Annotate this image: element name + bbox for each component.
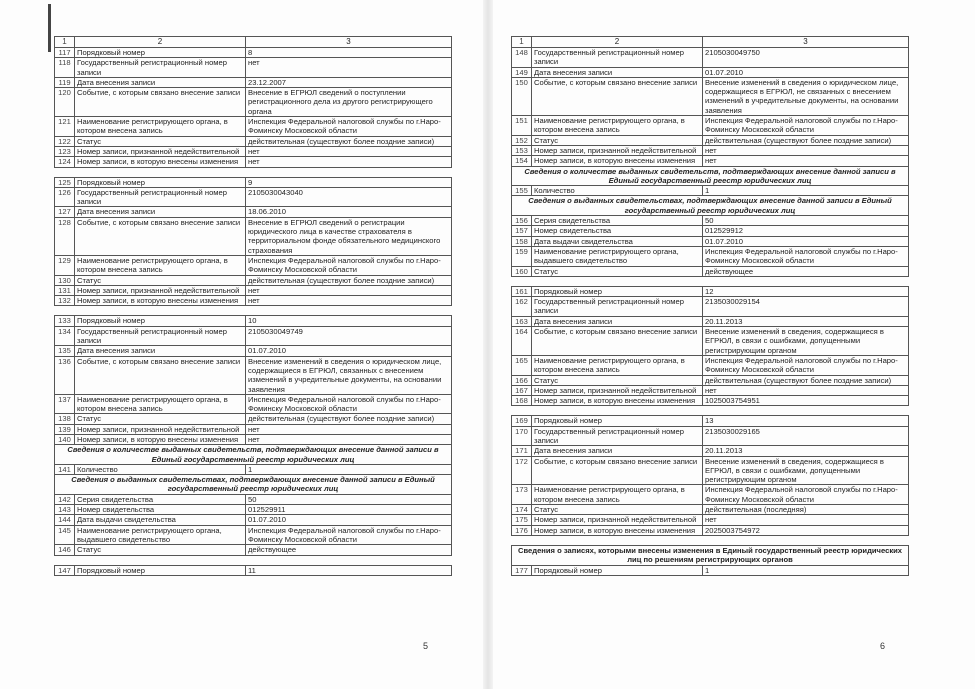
table-row bbox=[512, 297, 909, 317]
row-label: Номер записи, признанной недействительной bbox=[75, 424, 246, 434]
row-number: 128 bbox=[55, 217, 75, 255]
row-number: 172 bbox=[512, 456, 532, 485]
row-number: 167 bbox=[512, 385, 532, 395]
table-row bbox=[55, 117, 452, 137]
row-value: 1 bbox=[703, 565, 909, 575]
row-value: 20.11.2013 bbox=[703, 446, 909, 456]
page-number-right: 6 bbox=[880, 641, 886, 651]
binding-mark bbox=[48, 4, 51, 52]
row-label: Дата выдачи свидетельства bbox=[532, 236, 703, 246]
row-label: Серия свидетельства bbox=[75, 494, 246, 504]
table-row bbox=[512, 446, 909, 456]
row-value: Инспекция Федеральной налоговой службы по г.Наро-Фоминску Московской области bbox=[703, 485, 909, 505]
row-label: Номер записи, в которую внесены изменения bbox=[532, 156, 703, 166]
table-header bbox=[55, 37, 452, 48]
row-value: 01.07.2010 bbox=[703, 67, 909, 77]
row-value: Внесение изменений в сведения, содержащиеся в ЕГРЮЛ, в связи с ошибками, допущенными регистрирующим органом bbox=[703, 456, 909, 485]
row-label: Дата внесения записи bbox=[532, 316, 703, 326]
row-number: 117 bbox=[55, 48, 75, 58]
section-heading-text: Сведения о выданных свидетельствах, подтверждающих внесение данной записи в Единый государственный реестр юридических лиц bbox=[512, 196, 909, 216]
table-row bbox=[512, 226, 909, 236]
row-number: 133 bbox=[55, 316, 75, 326]
right-egrul-table bbox=[511, 36, 909, 576]
row-spacer bbox=[55, 306, 452, 316]
table-row bbox=[55, 207, 452, 217]
row-value: нет bbox=[246, 296, 452, 306]
row-number: 139 bbox=[55, 424, 75, 434]
page-fold bbox=[483, 0, 493, 689]
row-number: 120 bbox=[55, 88, 75, 117]
table-row bbox=[512, 426, 909, 446]
row-value: нет bbox=[703, 145, 909, 155]
row-spacer bbox=[55, 555, 452, 565]
row-number: 162 bbox=[512, 297, 532, 317]
row-number: 156 bbox=[512, 216, 532, 226]
row-value: Внесение изменений в сведения, содержащиеся в ЕГРЮЛ, в связи с ошибками, допущенными регистрирующим органом bbox=[703, 327, 909, 356]
row-number: 142 bbox=[55, 494, 75, 504]
row-number: 119 bbox=[55, 77, 75, 87]
row-number: 168 bbox=[512, 396, 532, 406]
table-row bbox=[512, 485, 909, 505]
table-row bbox=[512, 48, 909, 68]
row-label: Дата внесения записи bbox=[75, 207, 246, 217]
row-value: 50 bbox=[246, 494, 452, 504]
row-label: Номер записи, в которую внесены изменения bbox=[75, 157, 246, 167]
row-label: Номер записи, в которую внесены изменения bbox=[532, 525, 703, 535]
table-row bbox=[55, 464, 452, 474]
section-heading-text: Сведения о количестве выданных свидетельств, подтверждающих внесение данной записи в Единый государственный реестр юридических лиц bbox=[512, 166, 909, 186]
row-number: 150 bbox=[512, 77, 532, 115]
left-table-body bbox=[55, 48, 452, 576]
row-value: действительная (существуют более поздние записи) bbox=[246, 275, 452, 285]
row-number: 175 bbox=[512, 515, 532, 525]
row-label: Номер записи, признанной недействительной bbox=[532, 385, 703, 395]
section-heading bbox=[512, 545, 909, 565]
left-page bbox=[54, 36, 448, 576]
row-label: Наименование регистрирующего органа, в котором внесена запись bbox=[532, 355, 703, 375]
table-row bbox=[512, 135, 909, 145]
table-row bbox=[55, 525, 452, 545]
row-label: Дата выдачи свидетельства bbox=[75, 515, 246, 525]
row-label: Номер записи, признанной недействительной bbox=[532, 515, 703, 525]
row-label: Дата внесения записи bbox=[75, 346, 246, 356]
row-value: действительная (существуют более поздние записи) bbox=[703, 375, 909, 385]
row-label: Статус bbox=[75, 545, 246, 555]
row-number: 148 bbox=[512, 48, 532, 68]
row-value: действительная (существуют более поздние записи) bbox=[246, 414, 452, 424]
table-row bbox=[512, 116, 909, 136]
left-egrul-table bbox=[54, 36, 452, 576]
table-row bbox=[512, 246, 909, 266]
row-label: Номер записи, признанной недействительной bbox=[75, 285, 246, 295]
row-number: 140 bbox=[55, 434, 75, 444]
table-row bbox=[55, 275, 452, 285]
row-number: 129 bbox=[55, 255, 75, 275]
row-label: Порядковый номер bbox=[532, 416, 703, 426]
table-row bbox=[512, 385, 909, 395]
spacer-cell bbox=[512, 535, 909, 545]
row-number: 170 bbox=[512, 426, 532, 446]
row-number: 130 bbox=[55, 275, 75, 285]
row-number: 158 bbox=[512, 236, 532, 246]
table-row bbox=[512, 565, 909, 575]
row-value: 2105030043040 bbox=[246, 187, 452, 207]
table-row bbox=[512, 456, 909, 485]
row-number: 135 bbox=[55, 346, 75, 356]
row-number: 145 bbox=[55, 525, 75, 545]
table-row bbox=[512, 286, 909, 296]
row-number: 137 bbox=[55, 394, 75, 414]
row-number: 151 bbox=[512, 116, 532, 136]
table-row bbox=[55, 515, 452, 525]
row-label: Порядковый номер bbox=[75, 48, 246, 58]
row-value: 012529912 bbox=[703, 226, 909, 236]
row-value: 11 bbox=[246, 565, 452, 575]
section-heading-text: Сведения о записях, которыми внесены изменения в Единый государственный реестр юридических лиц по решениям регистрирующих органов bbox=[512, 545, 909, 565]
row-number: 155 bbox=[512, 186, 532, 196]
row-label: Наименование регистрирующего органа, в котором внесена запись bbox=[532, 485, 703, 505]
row-number: 124 bbox=[55, 157, 75, 167]
row-number: 157 bbox=[512, 226, 532, 236]
table-row bbox=[512, 266, 909, 276]
row-number: 122 bbox=[55, 136, 75, 146]
spacer-cell bbox=[512, 276, 909, 286]
table-row bbox=[512, 355, 909, 375]
row-value: Внесение в ЕГРЮЛ сведений о регистрации юридического лица в качестве страхователя в территориальном фонде обязательного медицинского страхования bbox=[246, 217, 452, 255]
table-row bbox=[55, 48, 452, 58]
table-row bbox=[55, 187, 452, 207]
row-label: Событие, с которым связано внесение записи bbox=[75, 88, 246, 117]
row-label: Серия свидетельства bbox=[532, 216, 703, 226]
row-label: Событие, с которым связано внесение записи bbox=[75, 217, 246, 255]
table-row bbox=[55, 346, 452, 356]
row-value: 2105030049750 bbox=[703, 48, 909, 68]
table-row bbox=[55, 77, 452, 87]
row-value: 012529911 bbox=[246, 505, 452, 515]
row-value: 9 bbox=[246, 177, 452, 187]
row-value: действующее bbox=[246, 545, 452, 555]
table-row bbox=[55, 545, 452, 555]
row-number: 152 bbox=[512, 135, 532, 145]
row-label: Событие, с которым связано внесение записи bbox=[532, 456, 703, 485]
row-value: 1 bbox=[246, 464, 452, 474]
table-row bbox=[55, 494, 452, 504]
row-label: Номер записи, признанной недействительной bbox=[532, 145, 703, 155]
row-value: Инспекция Федеральной налоговой службы по г.Наро-Фоминску Московской области bbox=[703, 116, 909, 136]
table-row bbox=[55, 414, 452, 424]
row-number: 138 bbox=[55, 414, 75, 424]
row-spacer bbox=[512, 276, 909, 286]
row-label: Наименование регистрирующего органа, выдавшего свидетельство bbox=[75, 525, 246, 545]
section-heading bbox=[55, 475, 452, 495]
table-row bbox=[55, 565, 452, 575]
row-number: 176 bbox=[512, 525, 532, 535]
header-col-2: 2 bbox=[75, 37, 246, 48]
table-row bbox=[512, 77, 909, 115]
row-value: 2025003754972 bbox=[703, 525, 909, 535]
row-number: 127 bbox=[55, 207, 75, 217]
row-number: 132 bbox=[55, 296, 75, 306]
spacer-cell bbox=[55, 167, 452, 177]
table-row bbox=[512, 416, 909, 426]
row-value: Внесение в ЕГРЮЛ сведений о поступлении регистрационного дела из другого регистрирующего органа bbox=[246, 88, 452, 117]
table-row bbox=[55, 296, 452, 306]
row-label: Дата внесения записи bbox=[532, 446, 703, 456]
table-row bbox=[512, 236, 909, 246]
row-number: 131 bbox=[55, 285, 75, 295]
section-heading bbox=[512, 196, 909, 216]
row-label: Государственный регистрационный номер записи bbox=[532, 48, 703, 68]
row-number: 169 bbox=[512, 416, 532, 426]
row-value: 50 bbox=[703, 216, 909, 226]
row-number: 159 bbox=[512, 246, 532, 266]
table-row bbox=[55, 146, 452, 156]
table-row bbox=[55, 505, 452, 515]
row-number: 171 bbox=[512, 446, 532, 456]
row-label: Статус bbox=[75, 275, 246, 285]
page-number-left: 5 bbox=[423, 641, 429, 651]
section-heading bbox=[55, 445, 452, 465]
table-row bbox=[512, 67, 909, 77]
row-value: Внесение изменений в сведения о юридическом лице, содержащиеся в ЕГРЮЛ, связанных с внесением изменений в учредительные документы, на основании заявления bbox=[246, 356, 452, 394]
table-row bbox=[55, 58, 452, 78]
row-label: Государственный регистрационный номер записи bbox=[75, 326, 246, 346]
row-label: Дата внесения записи bbox=[532, 67, 703, 77]
row-label: Статус bbox=[532, 375, 703, 385]
row-label: Статус bbox=[532, 135, 703, 145]
row-spacer bbox=[55, 167, 452, 177]
header-col-1: 1 bbox=[55, 37, 75, 48]
section-heading-text: Сведения о выданных свидетельствах, подтверждающих внесение данной записи в Единый государственный реестр юридических лиц bbox=[55, 475, 452, 495]
row-value: 18.06.2010 bbox=[246, 207, 452, 217]
row-number: 141 bbox=[55, 464, 75, 474]
table-row bbox=[512, 156, 909, 166]
row-value: Инспекция Федеральной налоговой службы по г.Наро-Фоминску Московской области bbox=[703, 246, 909, 266]
row-label: Статус bbox=[532, 505, 703, 515]
row-value: Инспекция Федеральной налоговой службы по г.Наро-Фоминску Московской области bbox=[246, 117, 452, 137]
row-number: 166 bbox=[512, 375, 532, 385]
row-value: Инспекция Федеральной налоговой службы по г.Наро-Фоминску Московской области bbox=[246, 255, 452, 275]
row-number: 164 bbox=[512, 327, 532, 356]
row-label: Событие, с которым связано внесение записи bbox=[532, 77, 703, 115]
row-value: 13 bbox=[703, 416, 909, 426]
spacer-cell bbox=[55, 306, 452, 316]
table-row bbox=[512, 186, 909, 196]
row-number: 118 bbox=[55, 58, 75, 78]
spacer-cell bbox=[55, 555, 452, 565]
row-number: 143 bbox=[55, 505, 75, 515]
table-row bbox=[55, 217, 452, 255]
table-row bbox=[55, 177, 452, 187]
table-row bbox=[55, 326, 452, 346]
table-row bbox=[512, 525, 909, 535]
row-value: 2105030049749 bbox=[246, 326, 452, 346]
right-table-body bbox=[512, 48, 909, 576]
row-value: Инспекция Федеральной налоговой службы по г.Наро-Фоминску Московской области bbox=[246, 394, 452, 414]
row-number: 174 bbox=[512, 505, 532, 515]
table-row bbox=[55, 394, 452, 414]
row-number: 144 bbox=[55, 515, 75, 525]
table-row bbox=[512, 216, 909, 226]
row-value: 01.07.2010 bbox=[246, 515, 452, 525]
row-label: Порядковый номер bbox=[75, 565, 246, 575]
row-number: 147 bbox=[55, 565, 75, 575]
row-number: 126 bbox=[55, 187, 75, 207]
row-value: нет bbox=[246, 58, 452, 78]
row-value: нет bbox=[246, 424, 452, 434]
row-number: 163 bbox=[512, 316, 532, 326]
table-row bbox=[512, 505, 909, 515]
table-row bbox=[55, 424, 452, 434]
row-label: Государственный регистрационный номер записи bbox=[75, 58, 246, 78]
row-value: 1025003754951 bbox=[703, 396, 909, 406]
row-number: 149 bbox=[512, 67, 532, 77]
row-value: нет bbox=[246, 157, 452, 167]
row-number: 121 bbox=[55, 117, 75, 137]
row-number: 134 bbox=[55, 326, 75, 346]
row-label: Наименование регистрирующего органа, в котором внесена запись bbox=[75, 394, 246, 414]
row-number: 125 bbox=[55, 177, 75, 187]
row-value: Инспекция Федеральной налоговой службы по г.Наро-Фоминску Московской области bbox=[246, 525, 452, 545]
table-row bbox=[55, 136, 452, 146]
header-col-3: 3 bbox=[703, 37, 909, 48]
row-spacer bbox=[512, 406, 909, 416]
table-row bbox=[55, 88, 452, 117]
row-value: действительная (существуют более поздние записи) bbox=[703, 135, 909, 145]
row-number: 161 bbox=[512, 286, 532, 296]
row-value: 01.07.2010 bbox=[246, 346, 452, 356]
row-value: нет bbox=[246, 146, 452, 156]
right-page bbox=[511, 36, 905, 576]
row-number: 123 bbox=[55, 146, 75, 156]
row-number: 146 bbox=[55, 545, 75, 555]
row-label: Наименование регистрирующего органа, в котором внесена запись bbox=[75, 255, 246, 275]
row-value: действительная (существуют более поздние записи) bbox=[246, 136, 452, 146]
table-row bbox=[512, 396, 909, 406]
row-label: Номер записи, в которую внесены изменения bbox=[532, 396, 703, 406]
row-number: 177 bbox=[512, 565, 532, 575]
table-row bbox=[512, 327, 909, 356]
table-row bbox=[55, 356, 452, 394]
table-row bbox=[55, 285, 452, 295]
row-label: Статус bbox=[75, 414, 246, 424]
row-value: 2135030029165 bbox=[703, 426, 909, 446]
row-label: Номер записи, признанной недействительной bbox=[75, 146, 246, 156]
row-spacer bbox=[512, 535, 909, 545]
section-heading bbox=[512, 166, 909, 186]
row-value: 8 bbox=[246, 48, 452, 58]
row-value: 12 bbox=[703, 286, 909, 296]
spacer-cell bbox=[512, 406, 909, 416]
row-number: 136 bbox=[55, 356, 75, 394]
table-header bbox=[512, 37, 909, 48]
table-row bbox=[512, 145, 909, 155]
row-label: Дата внесения записи bbox=[75, 77, 246, 87]
row-value: 20.11.2013 bbox=[703, 316, 909, 326]
table-row bbox=[55, 157, 452, 167]
header-col-2: 2 bbox=[532, 37, 703, 48]
row-label: Порядковый номер bbox=[532, 565, 703, 575]
row-value: 1 bbox=[703, 186, 909, 196]
row-number: 153 bbox=[512, 145, 532, 155]
row-number: 165 bbox=[512, 355, 532, 375]
row-label: Статус bbox=[75, 136, 246, 146]
row-label: Порядковый номер bbox=[75, 177, 246, 187]
row-value: действующее bbox=[703, 266, 909, 276]
row-label: Номер свидетельства bbox=[532, 226, 703, 236]
row-label: Статус bbox=[532, 266, 703, 276]
row-label: Событие, с которым связано внесение записи bbox=[532, 327, 703, 356]
row-number: 154 bbox=[512, 156, 532, 166]
row-value: Внесение изменений в сведения о юридическом лице, содержащиеся в ЕГРЮЛ, не связанных с внесением изменений в учредительные документы, на основании заявления bbox=[703, 77, 909, 115]
header-col-3: 3 bbox=[246, 37, 452, 48]
table-row bbox=[55, 316, 452, 326]
row-label: Государственный регистрационный номер записи bbox=[532, 297, 703, 317]
row-label: Количество bbox=[532, 186, 703, 196]
table-row bbox=[512, 316, 909, 326]
table-row bbox=[55, 255, 452, 275]
header-col-1: 1 bbox=[512, 37, 532, 48]
row-label: Количество bbox=[75, 464, 246, 474]
section-heading-text: Сведения о количестве выданных свидетельств, подтверждающих внесение данной записи в Единый государственный реестр юридических лиц bbox=[55, 445, 452, 465]
row-value: нет bbox=[703, 385, 909, 395]
row-value: 23.12.2007 bbox=[246, 77, 452, 87]
row-label: Государственный регистрационный номер записи bbox=[75, 187, 246, 207]
row-value: действительная (последняя) bbox=[703, 505, 909, 515]
row-label: Государственный регистрационный номер записи bbox=[532, 426, 703, 446]
row-label: Номер записи, в которую внесены изменения bbox=[75, 296, 246, 306]
row-value: 01.07.2010 bbox=[703, 236, 909, 246]
row-number: 173 bbox=[512, 485, 532, 505]
row-value: нет bbox=[703, 515, 909, 525]
table-row bbox=[512, 515, 909, 525]
table-row bbox=[55, 434, 452, 444]
row-label: Событие, с которым связано внесение записи bbox=[75, 356, 246, 394]
row-value: нет bbox=[246, 434, 452, 444]
table-row bbox=[512, 375, 909, 385]
row-label: Наименование регистрирующего органа, в котором внесена запись bbox=[532, 116, 703, 136]
row-label: Наименование регистрирующего органа, выдавшего свидетельство bbox=[532, 246, 703, 266]
row-label: Номер записи, в которую внесены изменения bbox=[75, 434, 246, 444]
row-value: 10 bbox=[246, 316, 452, 326]
row-value: нет bbox=[703, 156, 909, 166]
row-label: Наименование регистрирующего органа, в котором внесена запись bbox=[75, 117, 246, 137]
row-value: Инспекция Федеральной налоговой службы по г.Наро-Фоминску Московской области bbox=[703, 355, 909, 375]
row-number: 160 bbox=[512, 266, 532, 276]
row-label: Порядковый номер bbox=[532, 286, 703, 296]
row-label: Порядковый номер bbox=[75, 316, 246, 326]
row-label: Номер свидетельства bbox=[75, 505, 246, 515]
row-value: 2135030029154 bbox=[703, 297, 909, 317]
row-value: нет bbox=[246, 285, 452, 295]
